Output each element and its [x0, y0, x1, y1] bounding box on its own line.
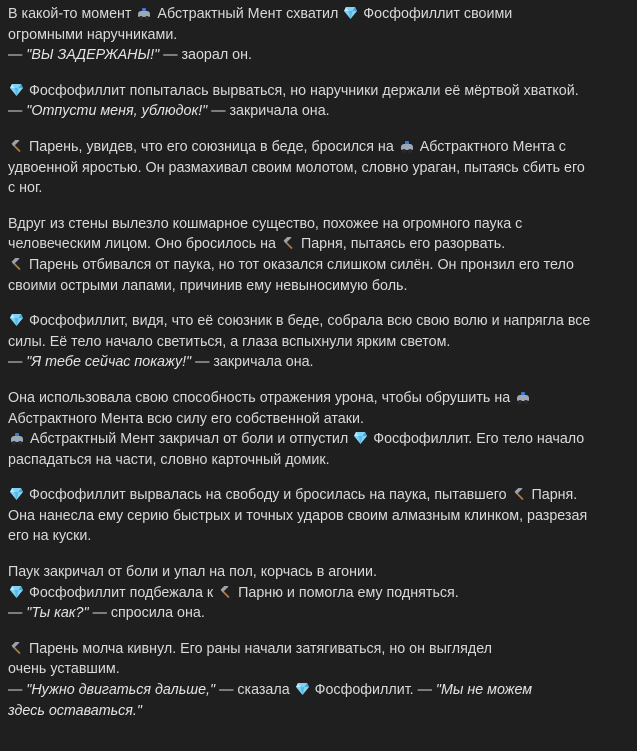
text-run: Фосфофиллит подбежала к [25, 584, 218, 601]
message-line [8, 352, 625, 373]
hammer-icon [10, 642, 23, 655]
message-line [8, 214, 625, 235]
text-run: Фосфофиллит. Его тело начало [369, 431, 585, 448]
gem-stone-icon [354, 432, 367, 444]
quoted-speech: "Мы не можем [435, 682, 533, 699]
text-run: Фосфофиллит. — [310, 682, 436, 699]
hammer-icon [10, 140, 23, 153]
message-line [8, 429, 625, 450]
message-line [8, 701, 625, 722]
message-line [8, 234, 625, 255]
gem-stone-icon [296, 683, 309, 695]
message-line [8, 680, 625, 701]
text-run: — заорал он. [159, 47, 252, 64]
message-paragraph [8, 639, 625, 721]
text-run: человеческим лицом. Оно бросилось на [8, 236, 280, 253]
text-run: Абстрактный Мент схватил [153, 6, 343, 22]
message-paragraph [8, 214, 625, 296]
message-line [8, 506, 625, 527]
text-run: Она нанесла ему серию быстрых и точных ударов своим алмазным клинком, разрезая [8, 507, 588, 524]
message-line [8, 137, 625, 158]
text-run: Парню и помогла ему подняться. [234, 584, 459, 601]
message-line [8, 388, 625, 409]
gem-stone-icon [10, 586, 23, 598]
quoted-speech: "Я тебе сейчас покажу!" [26, 354, 192, 371]
police-car-icon [10, 432, 24, 445]
message-paragraph [8, 4, 625, 66]
text-run: Парень, увидев, что его союзница в беде, бросился на [25, 138, 398, 155]
text-run: очень уставшим. [8, 661, 120, 678]
text-run: с ног. [8, 180, 43, 197]
hammer-icon [513, 488, 526, 501]
text-run: В какой-то момент [8, 6, 136, 22]
message-line [8, 45, 625, 66]
text-run: его на куски. [8, 528, 92, 545]
text-run: Фосфофиллит вырвалась на свободу и бросилась на паука, пытавшего [25, 487, 511, 504]
message-line [8, 255, 625, 276]
message-line [8, 583, 625, 604]
message-line [8, 526, 625, 547]
hammer-icon [10, 258, 23, 271]
message-paragraph [8, 137, 625, 199]
quoted-speech: "Нужно двигаться дальше," [26, 682, 216, 699]
text-run: Абстрактного Мента с [415, 138, 566, 155]
gem-stone-icon [344, 7, 357, 19]
text-run: Паук закричал от боли и упал на пол, корчась в агонии. [8, 564, 377, 581]
message-paragraph [8, 562, 625, 624]
text-run: Парень молча кивнул. Его раны начали затягиваться, но он выглядел [25, 640, 493, 657]
message-paragraph [8, 388, 625, 470]
message-line [8, 639, 625, 660]
message-line [8, 603, 625, 624]
text-run: — закричала она. [207, 103, 330, 120]
text-run: распадаться на части, словно карточный домик. [8, 451, 330, 468]
message-line [8, 311, 625, 332]
text-run: — [8, 103, 27, 120]
police-car-icon [137, 7, 151, 20]
quoted-speech: "Отпусти меня, ублюдок!" [26, 103, 208, 120]
text-run: своими острыми лапами, причинив ему невыносимую боль. [8, 277, 408, 294]
gem-stone-icon [10, 84, 23, 96]
text-run: Парень отбивался от паука, но тот оказался слишком силён. Он пронзил его тело [25, 256, 574, 273]
quoted-speech: "ВЫ ЗАДЕРЖАНЫ!" [26, 47, 160, 64]
message-line [8, 485, 625, 506]
text-run: Абстрактный Мент закричал от боли и отпустил [26, 431, 353, 448]
message-line [8, 409, 625, 430]
message-line [8, 81, 625, 102]
quoted-speech: "Ты как?" [26, 605, 89, 622]
message-line [8, 659, 625, 680]
text-run: Вдруг из стены вылезло кошмарное существо, похожее на огромного паука с [8, 215, 523, 232]
text-run: Фосфофиллит своими [359, 6, 513, 22]
text-run: Фосфофиллит, видя, что её союзник в беде, собрала всю свою волю и напрягла все [25, 313, 591, 330]
hammer-icon [219, 586, 232, 599]
text-run: — спросила она. [88, 605, 205, 622]
message-paragraph [8, 311, 625, 373]
text-run: силы. Её тело начало светиться, а глаза вспыхнули ярким светом. [8, 333, 451, 350]
message-line [8, 178, 625, 199]
text-run: Она использовала свою способность отражения урона, чтобы обрушить на [8, 389, 515, 406]
text-run: — [8, 47, 27, 64]
message-line [8, 101, 625, 122]
hammer-icon [282, 237, 295, 250]
gem-stone-icon [10, 488, 23, 500]
message-line [8, 276, 625, 297]
message-line [8, 158, 625, 179]
message-line [8, 450, 625, 471]
police-car-icon [516, 391, 530, 404]
text-run: — закричала она. [191, 354, 314, 371]
text-run: удвоенной яростью. Он размахивал своим молотом, словно ураган, пытаясь сбить его [8, 159, 585, 176]
message-line [8, 4, 625, 25]
message-paragraph [8, 81, 625, 122]
quoted-speech: здесь оставаться." [8, 702, 142, 719]
text-run: Абстрактного Мента всю силу его собственной атаки. [8, 410, 364, 427]
text-run: — [8, 682, 27, 699]
police-car-icon [400, 140, 414, 153]
message-line [8, 332, 625, 353]
message-line [8, 25, 625, 46]
text-run: — [8, 354, 27, 371]
text-run: огромными наручниками. [8, 26, 178, 43]
message-line [8, 562, 625, 583]
text-run: — [8, 605, 27, 622]
text-run: Фосфофиллит попыталась вырваться, но наручники держали её мёртвой хваткой. [25, 82, 579, 99]
text-run: — сказала [215, 682, 294, 699]
text-run: Парня, пытаясь его разорвать. [296, 236, 506, 253]
gem-stone-icon [10, 314, 23, 326]
text-run: Парня. [527, 487, 578, 504]
message-paragraph [8, 485, 625, 547]
